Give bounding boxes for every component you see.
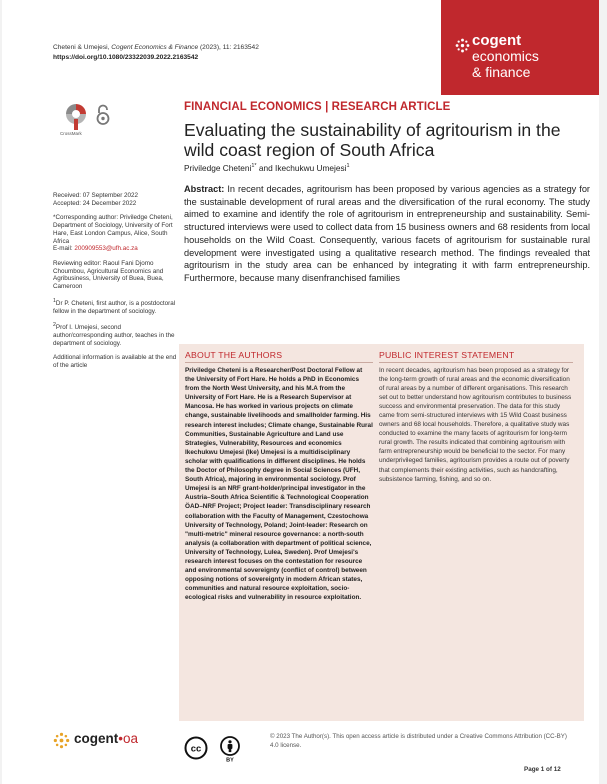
author-name[interactable]: Ikechukwu Umejesi <box>275 163 347 173</box>
public-interest-statement <box>379 350 573 484</box>
article-page <box>2 0 599 784</box>
cogent-oa-logo <box>53 731 173 749</box>
about-authors-text: Priviledge Cheteni is a Researcher/Post Doctoral Fellow at the University of Fort Hare. He holds a PhD in Economics from the North West University, and his M.A from the University of Fort Hare. He is a Research Supervisor at Mancosa. He has worked in various projects on climate change, sustainable livelihoods and smallholder farming. His research interest includes; Climate change, Sustainable Rural Communities, Sustainable Agriculture and Land use Strategies, Vulnerability, Resources and economics Ikechukwu Umejesi (Ike) Umejesi is a multidisciplinary scholar with qualifications in different disciplines. He holds the Doctor of Philosophy degree in Social Sciences (UFH, South Africa), majoring in environmental sociology. Prof Umejesi is an NRF grant-holder/principal investigator in the Austria–South Africa Scientific & Technological Cooperation ÖAD–NRF Project; Project leader: Transdisciplinary research collaboration with the Faculty of Management, Czestochowa University of Technology, Poland; Joint-leader: Research on "multi-metric" mineral resource governance: a north-south analysis (a collaboration with department of political science, University of Technology, Lulea, Sweden). Prof Umejesi's research interest focuses on the contestation for resource and environmental sovereignty (conflict of control) between opposing notions of sovereignty in modern African states, communities and natural resource exploitation, socio-ecological risks and vulnerability in resource exploitation. <box>185 367 373 602</box>
crossmark-label: CrossMark <box>60 131 82 136</box>
crossmark-icon[interactable] <box>65 103 87 131</box>
corresponding-author <box>53 214 178 253</box>
citation-journal: Cogent Economics & Finance <box>111 44 199 51</box>
corresponding-author-text: *Corresponding author: Priviledge Cheteni, Department of Sociology, University of Fort Hare, East London Campus, Alice, South Africa <box>53 214 173 245</box>
footnote-text: Prof I. Umejesi, second author/corresponding author, teaches in the department of sociology. <box>53 324 175 347</box>
author-and-public-interest-box <box>179 344 584 721</box>
author-name[interactable]: Priviledge Cheteni <box>184 163 252 173</box>
cogent-logo-icon <box>455 38 470 53</box>
accepted-date: Accepted: 24 December 2022 <box>53 199 137 207</box>
author-list <box>184 163 350 173</box>
footnote-text: Dr P. Cheteni, first author, is a postdoctoral fellow in the department of sociology. <box>53 299 176 315</box>
abstract-text: In recent decades, agritourism has been proposed by various agencies as a strategy for the sustainable development of rural areas and the diversification of the rural economy. The study aimed to examine and identify the role of agritourism in entrepreneurship and sustainability. Semi-structured interviews were used to collect data from 15 business owners and 68 residents from local households on the Wild Coast. Consequently, various facets of agritourism for sustainable rural development were investigated using a qualitative research method. The findings revealed that agritourism in the study area can be enhanced by integrating it with farm entrepreneurship. Furthermore, because many disenfranchised families <box>184 184 590 283</box>
citation-header <box>53 43 259 63</box>
public-interest-heading: PUBLIC INTEREST STATEMENT <box>379 350 573 363</box>
article-sidebar <box>53 192 178 377</box>
cogent-oa-logo-text <box>74 731 138 746</box>
article-section-label: FINANCIAL ECONOMICS | RESEARCH ARTICLE <box>184 101 451 113</box>
abstract-label: Abstract: <box>184 184 225 194</box>
journal-brand-banner <box>441 0 599 95</box>
author-affiliation-marker: 1* <box>251 163 257 170</box>
article-title: Evaluating the sustainability of agritourism in the wild coast region of South Africa <box>184 120 561 160</box>
license-statement: © 2023 The Author(s). This open access article is distributed under a Creative Commons Attribution (CC-BY) 4.0 license. <box>270 733 567 749</box>
page-number: Page 1 of 12 <box>524 766 561 773</box>
logo-word: cogent <box>74 731 119 746</box>
footnote-marker: 1 <box>53 297 56 304</box>
author-separator: and <box>256 163 276 173</box>
reviewing-editor: Reviewing editor: Raoul Fani Djomo Choumbou, Agricultural Economics and Agribusiness, University of Buea, Buea, Cameroon <box>53 259 164 291</box>
author-affiliation-marker: 1 <box>346 163 350 170</box>
received-date: Received: 07 September 2022 <box>53 192 139 199</box>
brand-name: cogent <box>472 32 522 49</box>
logo-separator: • <box>118 731 123 746</box>
public-interest-text: In recent decades, agritourism has been proposed as a strategy for the long-term growth of rural areas and the economic diversification of rural areas by a number of different organisations. This research set out to better understand how agritourism contributes to business success and environmental preservation. The data for this study came from semi-structured interviews with 15 Wild Coast business owners and 68 local households. Therefore, a qualitative study was conducted to examine the many facets of agritourism for long-term rural growth. The results indicated that combining agritourism with farm entrepreneurship would be beneficial to the sector. For many underprivileged families, agritourism provides a route out of poverty that complements their existing activities, such as handcrafting, subsistence farming, fishing, and so on. <box>379 367 572 483</box>
by-icon-label: BY <box>226 757 234 762</box>
cc-icon-label: cc <box>190 743 202 755</box>
creative-commons-icon[interactable] <box>184 736 208 760</box>
about-authors-heading: ABOUT THE AUTHORS <box>185 350 373 363</box>
additional-info-note: Additional information is available at the end of the article <box>53 354 177 370</box>
about-the-authors <box>185 350 373 602</box>
footnote-2 <box>53 322 178 347</box>
cogent-oa-logo-icon <box>53 732 70 749</box>
brand-subtitle-line1: economics <box>472 48 539 64</box>
logo-oa: oa <box>123 731 139 746</box>
email-link[interactable]: 200909553@ufh.ac.za <box>74 245 138 253</box>
email-label: E-mail: <box>53 245 75 253</box>
abstract <box>184 183 590 285</box>
brand-subtitle <box>472 49 539 80</box>
attribution-by-icon[interactable] <box>218 736 242 762</box>
footnote-marker: 2 <box>53 322 56 329</box>
citation-authors: Cheteni & Umejesi, <box>53 44 112 51</box>
dates <box>53 192 178 207</box>
doi-link[interactable]: https://doi.org/10.1080/23322039.2022.2163542 <box>53 54 199 61</box>
citation-volume: (2023), 11: 2163542 <box>198 44 259 51</box>
brand-subtitle-line2: & finance <box>472 63 531 80</box>
footnote-1 <box>53 298 178 316</box>
open-access-icon <box>95 104 111 126</box>
citation-line <box>53 43 259 53</box>
